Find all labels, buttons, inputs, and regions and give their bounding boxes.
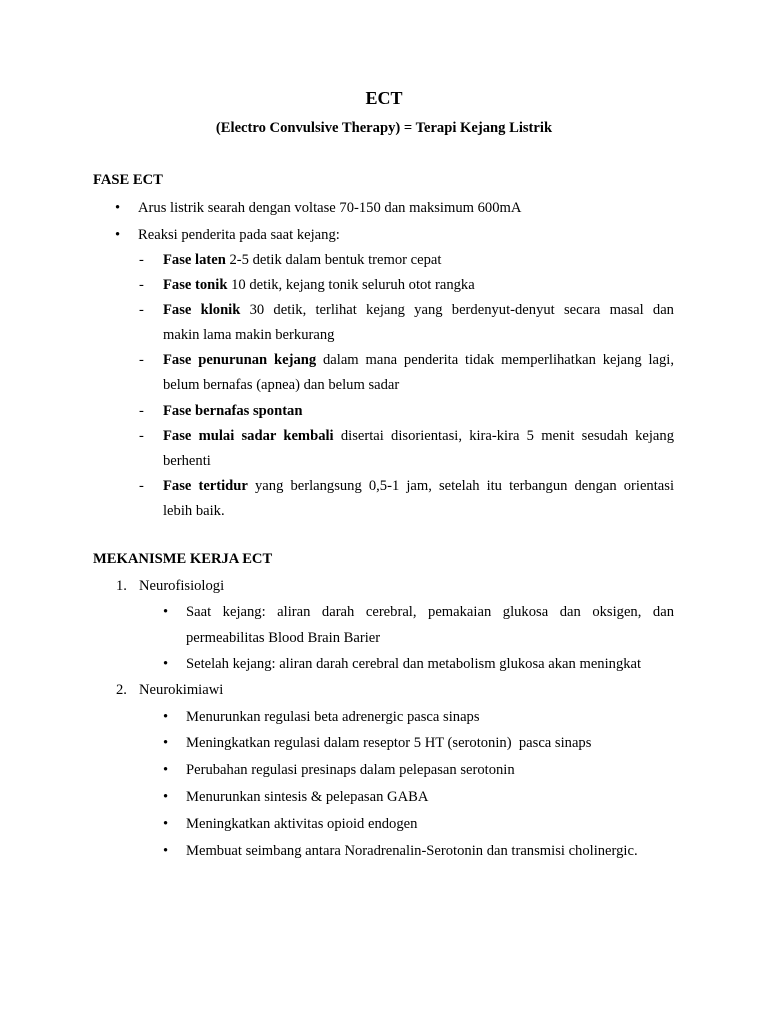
phase-desc: 10 detik, kejang tonik seluruh otot rangka bbox=[227, 277, 475, 293]
document-subtitle: (Electro Convulsive Therapy) = Terapi Kejang Listrik bbox=[215, 120, 553, 136]
bullet-text: Menurunkan sintesis & pelepasan GABA bbox=[186, 789, 429, 805]
phase-text bbox=[163, 298, 674, 323]
bullet-text: Membuat seimbang antara Noradrenalin-Serotonin dan transmisi cholinergic. bbox=[186, 843, 638, 859]
document-title: ECT bbox=[365, 88, 403, 108]
dash-marker: - bbox=[139, 478, 144, 494]
phase-name: Fase laten bbox=[163, 252, 226, 268]
phase-desc: 2-5 detik dalam bentuk tremor cepat bbox=[225, 252, 442, 268]
phase-name: Fase klonik bbox=[163, 302, 241, 318]
phase-name: Fase bernafas spontan bbox=[163, 403, 303, 419]
bullet-marker: • bbox=[163, 604, 169, 620]
phase-desc: 30 detik, terlihat kejang yang berdenyut-denyut secara masal dan bbox=[240, 302, 674, 318]
bullet-marker: • bbox=[163, 789, 169, 805]
bullet-text: Setelah kejang: aliran darah cerebral dan metabolism glukosa akan meningkat bbox=[186, 656, 642, 672]
bullet-text: Menurunkan regulasi beta adrenergic pasca sinaps bbox=[186, 709, 480, 725]
phase-text bbox=[163, 474, 674, 499]
bullet-marker: • bbox=[163, 762, 169, 778]
phase-name: Fase tertidur bbox=[163, 478, 248, 494]
section-heading-mekanisme: MEKANISME KERJA ECT bbox=[93, 551, 273, 567]
dash-marker: - bbox=[139, 403, 144, 419]
dash-marker: - bbox=[139, 428, 144, 444]
phase-desc: yang berlangsung 0,5-1 jam, setelah itu terbangun dengan orientasi bbox=[247, 478, 674, 494]
phase-text bbox=[163, 273, 674, 298]
section-heading-fase: FASE ECT bbox=[93, 172, 163, 188]
phase-text bbox=[163, 399, 674, 424]
item-number: 1. bbox=[116, 578, 127, 594]
bullet-marker: • bbox=[163, 709, 169, 725]
phase-desc-cont: belum bernafas (apnea) dan belum sadar bbox=[163, 377, 400, 393]
bullet-text: Saat kejang: aliran darah cerebral, pemakaian glukosa dan oksigen, dan bbox=[186, 604, 674, 620]
phase-desc-cont: makin lama makin berkurang bbox=[163, 327, 335, 343]
dash-marker: - bbox=[139, 277, 144, 293]
bullet-text: Reaksi penderita pada saat kejang: bbox=[138, 227, 340, 243]
phase-name: Fase tonik bbox=[163, 277, 228, 293]
phase-desc-cont: berhenti bbox=[163, 453, 211, 469]
bullet-text: Meningkatkan regulasi dalam reseptor 5 HT (serotonin) pasca sinaps bbox=[186, 735, 592, 751]
dash-marker: - bbox=[139, 352, 144, 368]
bullet-marker: • bbox=[163, 816, 169, 832]
dash-marker: - bbox=[139, 252, 144, 268]
phase-text bbox=[163, 424, 674, 449]
bullet-text: Arus listrik searah dengan voltase 70-150 dan maksimum 600mA bbox=[138, 200, 522, 216]
bullet-marker: • bbox=[163, 656, 169, 672]
bullet-text: Perubahan regulasi presinaps dalam pelepasan serotonin bbox=[186, 762, 515, 778]
bullet-marker: • bbox=[115, 200, 121, 216]
phase-text bbox=[163, 248, 674, 273]
bullet-marker: • bbox=[115, 227, 121, 243]
phase-name: Fase penurunan kejang bbox=[163, 352, 317, 368]
dash-marker: - bbox=[139, 302, 144, 318]
bullet-text-cont: permeabilitas Blood Brain Barier bbox=[186, 630, 381, 646]
phase-desc: disertai disorientasi, kira-kira 5 menit sesudah kejang bbox=[333, 428, 674, 444]
bullet-marker: • bbox=[163, 735, 169, 751]
bullet-marker: • bbox=[163, 843, 169, 859]
phase-desc-cont: lebih baik. bbox=[163, 503, 225, 519]
phase-name: Fase mulai sadar kembali bbox=[163, 428, 334, 444]
item-label: Neurokimiawi bbox=[139, 682, 224, 698]
phase-text bbox=[163, 348, 674, 373]
item-number: 2. bbox=[116, 682, 127, 698]
item-label: Neurofisiologi bbox=[139, 578, 225, 594]
bullet-text: Meningkatkan aktivitas opioid endogen bbox=[186, 816, 418, 832]
phase-desc: dalam mana penderita tidak memperlihatkan kejang lagi, bbox=[316, 352, 674, 368]
